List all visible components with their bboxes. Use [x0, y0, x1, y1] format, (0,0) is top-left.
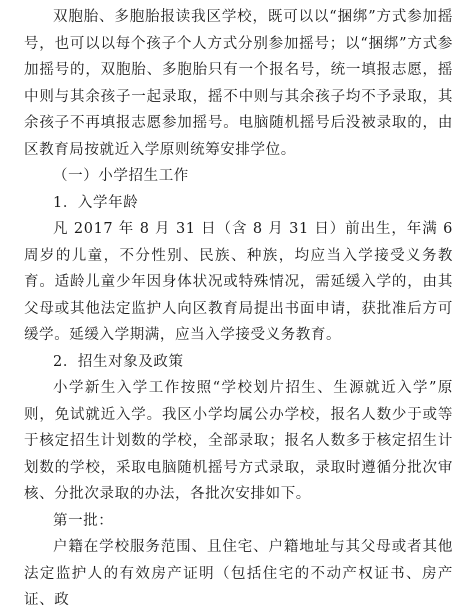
section-heading-primary-school: （一）小学招生工作 [53, 168, 189, 184]
paragraph-first-batch: 户籍在学校服务范围、且住宅、户籍地址与其父母或者其他法定监护人的有效房产证明（包括住宅的不动产权证书、房产证、政 [24, 539, 453, 608]
paragraph-twins-policy: 双胞胎、多胞胎报读我区学校，既可以以“捆绑”方式参加摇号，也可以以每个孩子个人方式分别参加摇号；以“捆绑”方式参加摇号的，双胞胎、多胞胎只有一个报名号，统一填报志愿，摇中则与其余孩子一起录取，摇不中则与其余孩子均不予录取，其余孩子不再填报志愿参加摇号。电脑随机摇号后没被录取的，由区教育局按就近入学原则统筹安排学位。 [24, 9, 453, 158]
subheading-enrollment-policy: 2．招生对象及政策 [53, 353, 184, 370]
subheading-first-batch: 第一批： [53, 512, 114, 529]
paragraph-enrollment-age: 凡 2017 年 8 月 31 日（含 8 月 31 日）前出生，年满 6 周岁的儿童，不分性别、民族、种族，均应当入学接受义务教育。适龄儿童少年因身体状况或特殊情况，需延缓入学的，由其父母或其他法定监护人向区教育局提出书面申请，获批准后方可缓学。延缓入学期满，应当入学接受义务教育。 [24, 221, 453, 343]
subheading-enrollment-age: 1．入学年龄 [53, 194, 139, 211]
paragraph-enrollment-policy: 小学新生入学工作按照“学校划片招生、生源就近入学”原则，免试就近入学。我区小学均属公办学校，报名人数少于或等于核定招生计划数的学校，全部录取；报名人数多于核定招生计划数的学校，采取电脑随机摇号方式录取，录取时遵循分批次审核、分批次录取的办法，各批次安排如下。 [24, 380, 453, 502]
